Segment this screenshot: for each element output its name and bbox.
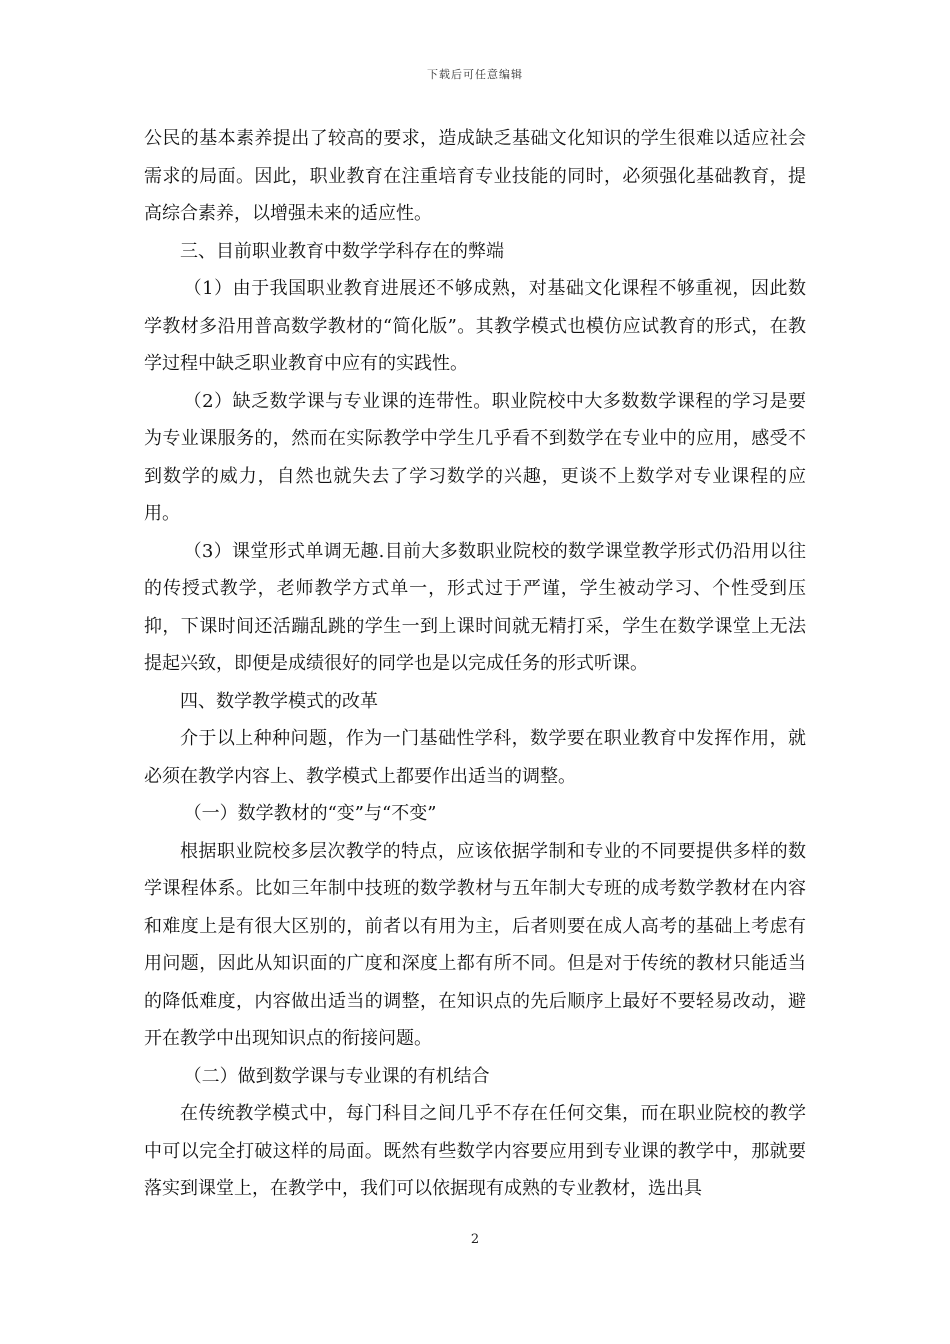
page-header: 下载后可任意编辑 — [427, 68, 523, 81]
paragraph-textbook: 根据职业院校多层次教学的特点，应该依据学制和专业的不同要提供多样的数学课程体系。比如三年制中技班的数学教材与五年制大专班的成考数学教材在内容和难度上是有很大区别的，前者以有用为主，后者则要在成人高考的基础上考虑有用问题，因此从知识面的广度和深度上都有所不同。但是对于传统的教材只能适当的降低难度，内容做出适当的调整，在知识点的先后顺序上最好不要轻易改动，避开在教学中出现知识点的衔接问题。 — [144, 840, 806, 1049]
section-heading-4: 四、数学教学模式的改革 — [180, 690, 378, 712]
paragraph-item-2: （2）缺乏数学课与专业课的连带性。职业院校中大多数数学课程的学习是要为专业课服务的，然而在实际教学中学生几乎看不到数学在专业中的应用，感受不到数学的威力，自然也就失去了学习数学的兴趣，更谈不上数学对专业课程的应用。 — [144, 390, 806, 524]
paragraph-integration: 在传统教学模式中，每门科目之间几乎不存在任何交集，而在职业院校的教学中可以完全打破这样的局面。既然有些数学内容要应用到专业课的教学中，那就要落实到课堂上，在教学中，我们可以依据现有成熟的专业教材，选出具 — [144, 1103, 806, 1199]
paragraph-item-3: （3）课堂形式单调无趣.目前大多数职业院校的数学课堂教学形式仍沿用以往的传授式教学，老师教学方式单一，形式过于严谨，学生被动学习、个性受到压抑，下课时间还活蹦乱跳的学生一到上课时间就无精打采，学生在数学课堂上无法提起兴致，即便是成绩很好的同学也是以完成任务的形式听课。 — [144, 540, 806, 674]
page-number: 2 — [470, 1232, 480, 1247]
section-heading-3: 三、目前职业教育中数学学科存在的弊端 — [180, 240, 504, 262]
document-body — [144, 120, 806, 1208]
subsection-heading-1: （一）数学教材的“变”与“不变” — [183, 803, 437, 824]
paragraph-continuation: 公民的基本素养提出了较高的要求，造成缺乏基础文化知识的学生很难以适应社会需求的局面。因此，职业教育在注重培育专业技能的同时，必须强化基础教育，提高综合素养，以增强未来的适应性。 — [144, 128, 806, 224]
paragraph-item-1: （1）由于我国职业教育进展还不够成熟，对基础文化课程不够重视，因此数学教材多沿用普高数学教材的“简化版”。其教学模式也模仿应试教育的形式，在教学过程中缺乏职业教育中应有的实践性。 — [144, 278, 806, 374]
subsection-heading-2: （二）做到数学课与专业课的有机结合 — [183, 1065, 490, 1087]
paragraph-intro: 介于以上种种问题，作为一门基础性学科，数学要在职业教育中发挥作用，就必须在教学内容上、教学模式上都要作出适当的调整。 — [144, 728, 806, 787]
